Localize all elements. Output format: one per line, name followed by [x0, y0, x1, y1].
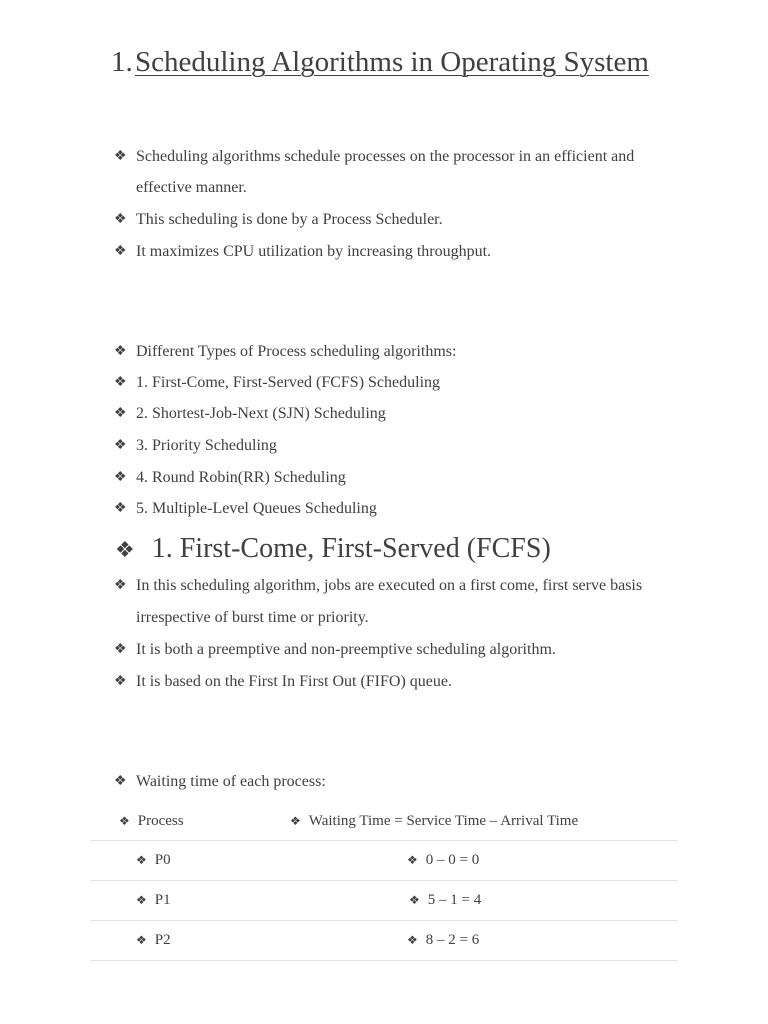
header-text: Waiting Time = Service Time – Arrival Time [308, 813, 579, 829]
cell-text: P1 [154, 892, 171, 908]
bullet-diamond-icon: ❖ [290, 814, 301, 828]
bullet-diamond-icon: ❖ [407, 853, 418, 867]
table-header-row [90, 802, 678, 841]
cell-text: 0 – 0 = 0 [425, 852, 480, 868]
table-header-formula [290, 802, 578, 840]
fcfs-bullet-1 [114, 570, 654, 634]
types-bullet-4 [114, 430, 654, 461]
bullet-diamond-icon: ❖ [114, 578, 127, 593]
intro-bullet-3 [114, 236, 654, 267]
intro-bullet-2 [114, 204, 654, 235]
table-cell-process [136, 841, 171, 879]
table-cell-process [136, 881, 171, 919]
table-cell-waiting [407, 841, 479, 879]
bullet-text: In this scheduling algorithm, jobs are executed on a first come, first serve basis irrespective of burst time or priority. [136, 577, 643, 626]
table-cell-process [136, 921, 171, 959]
cell-text: P2 [154, 932, 171, 948]
bullet-text: 5. Multiple-Level Queues Scheduling [136, 500, 377, 517]
bullet-text: It is both a preemptive and non-preemptive scheduling algorithm. [136, 641, 556, 658]
bullet-diamond-icon: ❖ [136, 893, 147, 907]
bullet-diamond-icon: ❖ [114, 406, 127, 421]
bullet-diamond-icon: ❖ [114, 642, 127, 657]
bullet-text: 3. Priority Scheduling [136, 437, 277, 454]
bullet-text: It is based on the First In First Out (FIFO) queue. [136, 673, 452, 690]
bullet-diamond-icon: ❖ [114, 344, 127, 359]
fcfs-bullet-2 [114, 634, 654, 665]
waiting-time-table [90, 802, 678, 961]
bullet-diamond-icon: ❖ [114, 501, 127, 516]
cell-text: 5 – 1 = 4 [427, 892, 482, 908]
bullet-text: 1. First-Come, First-Served (FCFS) Scheduling [136, 374, 441, 391]
bullet-diamond-icon: ❖ [114, 438, 127, 453]
bullet-diamond-icon: ❖ [119, 814, 130, 828]
table-row [90, 841, 678, 881]
bullet-text: 4. Round Robin(RR) Scheduling [136, 469, 346, 486]
table-header-process [119, 802, 184, 840]
bullet-diamond-icon: ❖ [114, 244, 127, 259]
bullet-diamond-icon: ❖ [114, 470, 127, 485]
bullet-diamond-icon: ❖ [114, 774, 127, 789]
fcfs-heading [115, 528, 551, 571]
cell-text: P0 [154, 852, 171, 868]
bullet-diamond-icon: ❖ [114, 375, 127, 390]
fcfs-bullet-3 [114, 666, 654, 697]
bullet-text: Scheduling algorithms schedule processes on the processor in an efficient and effective manner. [136, 148, 635, 196]
types-bullet-3 [114, 398, 654, 429]
intro-bullet-1 [114, 141, 654, 203]
title-text: Scheduling Algorithms in Operating System [135, 46, 649, 78]
bullet-diamond-icon: ❖ [409, 893, 420, 907]
types-bullet-6 [114, 493, 654, 524]
bullet-diamond-icon: ❖ [114, 674, 127, 689]
waiting-time-bullet [114, 766, 654, 797]
types-bullet-2 [114, 367, 654, 398]
bullet-text: It maximizes CPU utilization by increasing throughput. [136, 243, 492, 260]
table-row [90, 921, 678, 961]
types-bullet-1 [114, 336, 654, 367]
cell-text: 8 – 2 = 6 [425, 932, 480, 948]
table-cell-waiting [407, 921, 479, 959]
bullet-text: Different Types of Process scheduling algorithms: [136, 343, 457, 360]
bullet-diamond-icon: ❖ [407, 933, 418, 947]
page-title [111, 36, 671, 89]
fcfs-heading-text: 1. First-Come, First-Served (FCFS) [151, 533, 551, 564]
types-bullet-5 [114, 462, 654, 493]
bullet-diamond-icon: ❖ [115, 537, 135, 562]
bullet-text: This scheduling is done by a Process Scheduler. [136, 211, 443, 228]
bullet-diamond-icon: ❖ [114, 212, 127, 227]
table-cell-waiting [409, 881, 481, 919]
title-number: 1. [111, 46, 133, 78]
bullet-text: Waiting time of each process: [136, 773, 326, 790]
bullet-text: 2. Shortest-Job-Next (SJN) Scheduling [136, 405, 386, 422]
header-text: Process [137, 813, 184, 829]
table-row [90, 881, 678, 921]
bullet-diamond-icon: ❖ [136, 853, 147, 867]
bullet-diamond-icon: ❖ [136, 933, 147, 947]
bullet-diamond-icon: ❖ [114, 149, 127, 164]
